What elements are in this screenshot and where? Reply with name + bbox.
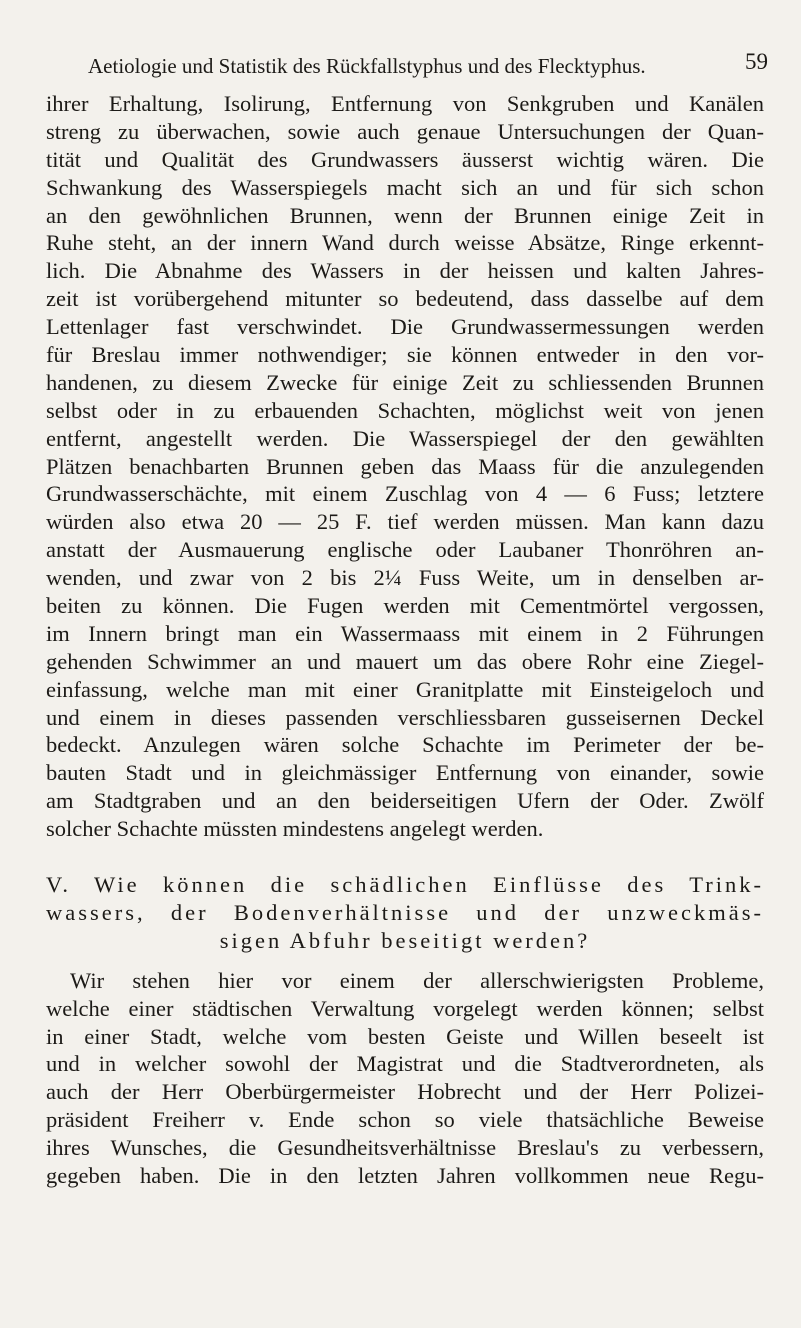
text-line: und einem in dieses passenden verschliessbaren gusseisernen Deckel [46, 704, 764, 730]
text-line: im Innern bringt man ein Wassermaass mit einem in 2 Führungen [46, 620, 764, 646]
text-line: Ruhe steht, an der innern Wand durch weisse Absätze, Ringe erkennt- [46, 230, 764, 256]
text-line: wenden, und zwar von 2 bis 2¼ Fuss Weite, um in denselben ar- [46, 565, 764, 591]
body-text [46, 90, 764, 1190]
running-head [88, 50, 768, 82]
text-line: in einer Stadt, welche vom besten Geiste und Willen beseelt ist [46, 1023, 764, 1049]
text-line: gehenden Schwimmer an und mauert um das obere Rohr eine Ziegel- [46, 648, 764, 674]
text-line: am Stadtgraben und an den beiderseitigen Ufern der Oder. Zwölf [46, 788, 764, 814]
section-spacer [46, 955, 764, 967]
text-line: ihrer Erhaltung, Isolirung, Entfernung von Senkgruben und Kanälen [46, 91, 764, 116]
text-line: selbst oder in zu erbauenden Schachten, möglichst weit von jenen [46, 397, 764, 423]
text-line: Plätzen benachbarten Brunnen geben das Maass für die anzulegenden [46, 453, 764, 479]
running-title: Aetiologie und Statistik des Rückfallstyphus und des Flecktyphus. [88, 54, 646, 78]
text-line: beiten zu können. Die Fugen werden mit Cementmörtel vergossen, [46, 593, 764, 619]
text-line: gegeben haben. Die in den letzten Jahren vollkommen neue Regu- [46, 1162, 764, 1188]
text-line: an den gewöhnlichen Brunnen, wenn der Brunnen einige Zeit in [46, 202, 764, 228]
text-line: Wir stehen hier vor einem der allerschwierigsten Probleme, [70, 967, 764, 993]
text-line: für Breslau immer nothwendiger; sie können entweder in den vor- [46, 342, 764, 368]
section-spacer [46, 843, 764, 871]
text-line: Grundwasserschächte, mit einem Zuschlag von 4 — 6 Fuss; letztere [46, 481, 764, 507]
text-line: streng zu überwachen, sowie auch genaue Untersuchungen der Quan- [46, 118, 764, 144]
text-line: präsident Freiherr v. Ende schon so viele thatsächliche Beweise [46, 1107, 764, 1133]
text-line: würden also etwa 20 — 25 F. tief werden müssen. Man kann dazu [46, 509, 764, 535]
text-line: entfernt, angestellt werden. Die Wasserspiegel der den gewählten [46, 425, 764, 451]
text-line: anstatt der Ausmauerung englische oder Laubaner Thonröhren an- [46, 537, 764, 563]
text-line: Lettenlager fast verschwindet. Die Grundwassermessungen werden [46, 314, 764, 340]
heading-line: wassers, der Bodenverhältnisse und der unzweckmäs- [46, 899, 764, 925]
text-line: solcher Schachte müssten mindestens angelegt werden. [46, 816, 544, 842]
text-line: ihres Wunsches, die Gesundheitsverhältnisse Breslau's zu verbessern, [46, 1135, 764, 1161]
text-line: lich. Die Abnahme des Wassers in der heissen und kalten Jahres- [46, 258, 764, 284]
text-line: und in welcher sowohl der Magistrat und die Stadtverordneten, als [46, 1051, 764, 1077]
page-number: 59 [745, 49, 768, 74]
section-heading [46, 871, 764, 955]
text-line: bedeckt. Anzulegen wären solche Schachte im Perimeter der be- [46, 732, 764, 758]
heading-line: V. Wie können die schädlichen Einflüsse des Trink- [46, 872, 764, 898]
paragraph-groundwater [46, 90, 764, 843]
text-line: tität und Qualität des Grundwassers äusserst wichtig wären. Die [46, 146, 764, 172]
text-line: zeit ist vorübergehend mitunter so bedeutend, dass dasselbe auf dem [46, 286, 764, 312]
text-line: einfassung, welche man mit einer Granitplatte mit Einsteigeloch und [46, 676, 764, 702]
text-line: auch der Herr Oberbürgermeister Hobrecht und der Herr Polizei- [46, 1079, 764, 1105]
paragraph-problem [46, 967, 764, 1190]
text-line: bauten Stadt und in gleichmässiger Entfernung von einander, sowie [46, 760, 764, 786]
heading-line: sigen Abfuhr beseitigt werden? [219, 927, 591, 953]
text-line: welche einer städtischen Verwaltung vorgelegt werden können; selbst [46, 995, 764, 1021]
text-line: Schwankung des Wasserspiegels macht sich an und für sich schon [46, 174, 764, 200]
text-line: handenen, zu diesem Zwecke für einige Zeit zu schliessenden Brunnen [46, 369, 764, 395]
